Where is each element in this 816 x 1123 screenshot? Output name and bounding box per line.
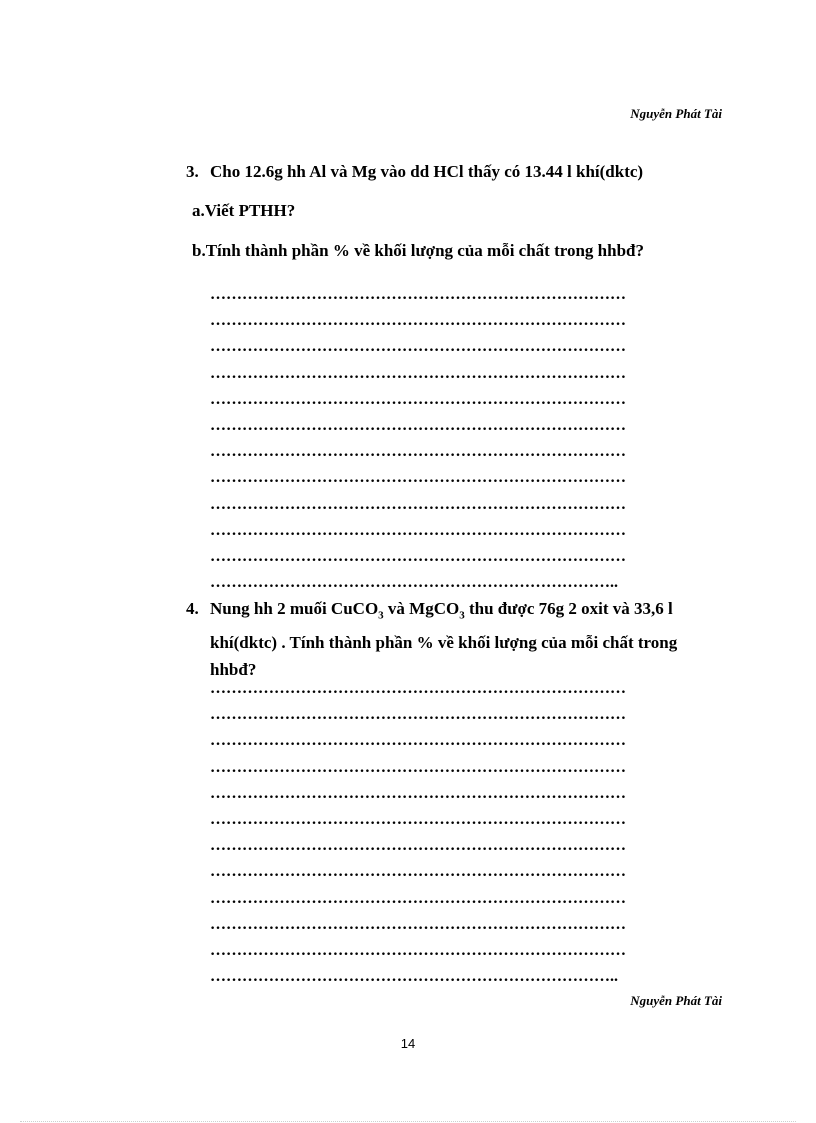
question-3-part-a: a.Viết PTHH?: [192, 201, 296, 220]
question-4: [186, 595, 726, 683]
footer-author: Nguyễn Phát Tài: [630, 993, 722, 1008]
answer-line: ……………………………………………………………………: [210, 732, 626, 750]
answer-line: ……………………………………………………………………: [210, 338, 626, 356]
question-4-text: Nung hh 2 muối CuCO$_3$ và MgCO$_3$ thu được 76g 2 oxit và 33,6 l khí(dktc) . Tính thành phần % về khối lượng của mỗi chất trong hhbđ?: [210, 599, 678, 680]
header-author: Nguyễn Phát Tài: [630, 106, 722, 121]
answer-line: ……………………………………………………………………: [210, 364, 626, 382]
answer-line: ……………………………………………………………………: [210, 547, 626, 565]
answer-line: ……………………………………………………………………: [210, 495, 626, 513]
answer-line: ……………………………………………………………………: [210, 837, 626, 855]
answer-lines-q4: [210, 676, 626, 990]
answer-lines-q3: [210, 282, 626, 596]
question-3-number: 3.: [186, 162, 199, 181]
answer-line: ……………………………………………………………………: [210, 941, 626, 959]
answer-line: ……………………………………………………………………: [210, 810, 626, 828]
answer-line: ……………………………………………………………………: [210, 469, 626, 487]
answer-line: ……………………………………………………………………: [210, 416, 626, 434]
question-3-text: Cho 12.6g hh Al và Mg vào dd HCl thấy có 13.44 l khí(dktc): [210, 162, 644, 181]
answer-line: ……………………………………………………………………: [210, 443, 626, 461]
answer-line: ……………………………………………………………………: [210, 680, 626, 697]
answer-line: ……………………………………………………………………: [210, 312, 626, 330]
answer-line: ……………………………………………………………………: [210, 863, 626, 881]
page-number: 14: [400, 1036, 416, 1051]
question-4-number: 4.: [186, 599, 199, 618]
answer-line: ……………………………………………………………………: [210, 521, 626, 539]
question-3-part-b: b.Tính thành phần % về khối lượng của mỗi chất trong hhbđ?: [192, 241, 645, 260]
answer-line: ……………………………………………………………………: [210, 758, 626, 776]
answer-line: ……………………………………………………………………: [210, 915, 626, 933]
answer-line-last: …………………………………………………………………..: [210, 968, 618, 986]
page-bottom-divider: [20, 1121, 796, 1122]
answer-line-last: …………………………………………………………………..: [210, 574, 618, 592]
answer-line: ……………………………………………………………………: [210, 706, 626, 724]
answer-line: ……………………………………………………………………: [210, 286, 626, 303]
answer-line: ……………………………………………………………………: [210, 390, 626, 408]
answer-line: ……………………………………………………………………: [210, 889, 626, 907]
question-3: [186, 158, 643, 185]
answer-line: ……………………………………………………………………: [210, 784, 626, 802]
